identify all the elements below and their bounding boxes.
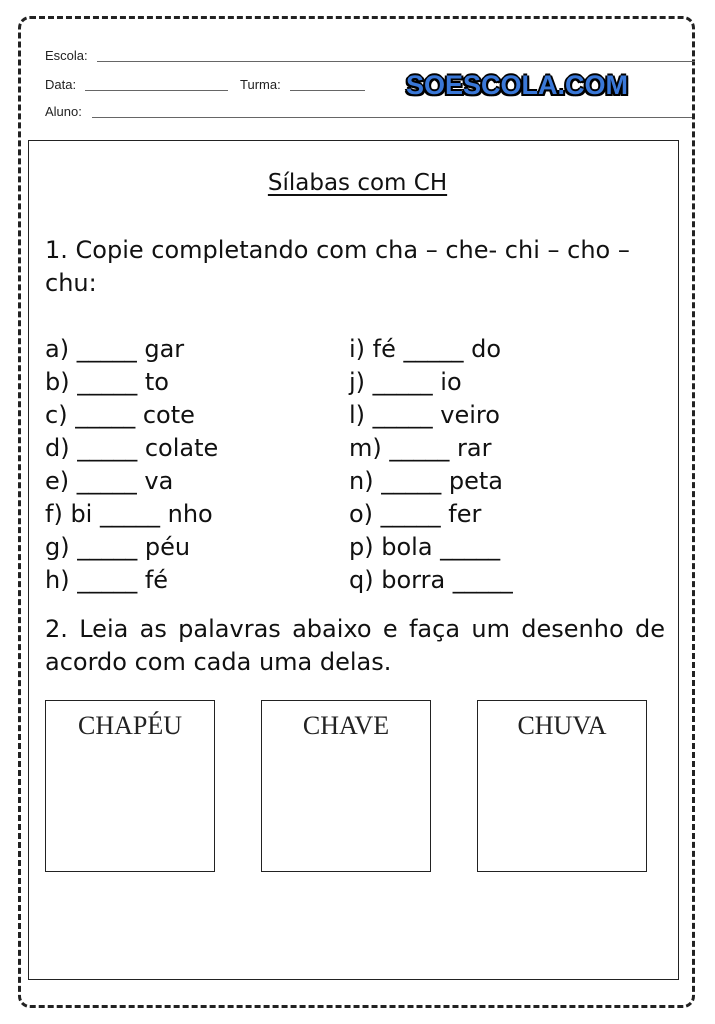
exercise-item: a) _____ gar <box>45 335 185 363</box>
exercise-item: h) _____ fé <box>45 566 169 594</box>
exercise-item: i) fé _____ do <box>349 335 502 363</box>
class-label: Turma: <box>240 77 281 92</box>
question-1-prompt: 1. Copie completando com cha – che- chi – cho – chu: <box>45 236 630 297</box>
exercise-item: o) _____ fer <box>349 500 482 528</box>
school-label: Escola: <box>45 48 88 63</box>
exercise-item: l) _____ veiro <box>349 401 500 429</box>
exercise-item: e) _____ va <box>45 467 174 495</box>
exercise-item: d) _____ colate <box>45 434 219 462</box>
exercise-item: f) bi _____ nho <box>45 500 213 528</box>
drawing-word: CHUVA <box>517 711 607 740</box>
date-line[interactable] <box>85 90 228 91</box>
drawing-box-chapeu[interactable] <box>45 700 215 872</box>
drawing-box-chuva[interactable] <box>477 700 647 872</box>
brand-logo: SOESCOLA.COM <box>406 70 629 100</box>
exercise-left-column <box>45 333 218 597</box>
exercise-item: b) _____ to <box>45 368 169 396</box>
class-line[interactable] <box>290 90 365 91</box>
exercise-item: n) _____ peta <box>349 467 503 495</box>
header-rule-extension <box>650 61 695 62</box>
exercise-right-column <box>349 333 513 597</box>
drawing-word: CHAPÉU <box>77 711 182 740</box>
exercise-item: c) _____ cote <box>45 401 195 429</box>
exercise-item: m) _____ rar <box>349 434 492 462</box>
student-line[interactable] <box>92 117 692 118</box>
question-2-prompt: 2. Leia as palavras abaixo e faça um desenho de acordo com cada uma delas. <box>45 615 665 676</box>
exercise-item: g) _____ péu <box>45 533 191 561</box>
page-title: Sílabas com CH <box>267 170 448 196</box>
school-line[interactable] <box>97 61 692 62</box>
exercise-item: j) _____ io <box>349 368 462 396</box>
date-label: Data: <box>45 77 77 92</box>
drawing-word: CHAVE <box>302 711 390 740</box>
student-label: Aluno: <box>45 104 82 119</box>
drawing-box-chave[interactable] <box>261 700 431 872</box>
exercise-item: p) bola _____ <box>349 533 501 561</box>
exercise-item: q) borra _____ <box>349 566 513 594</box>
